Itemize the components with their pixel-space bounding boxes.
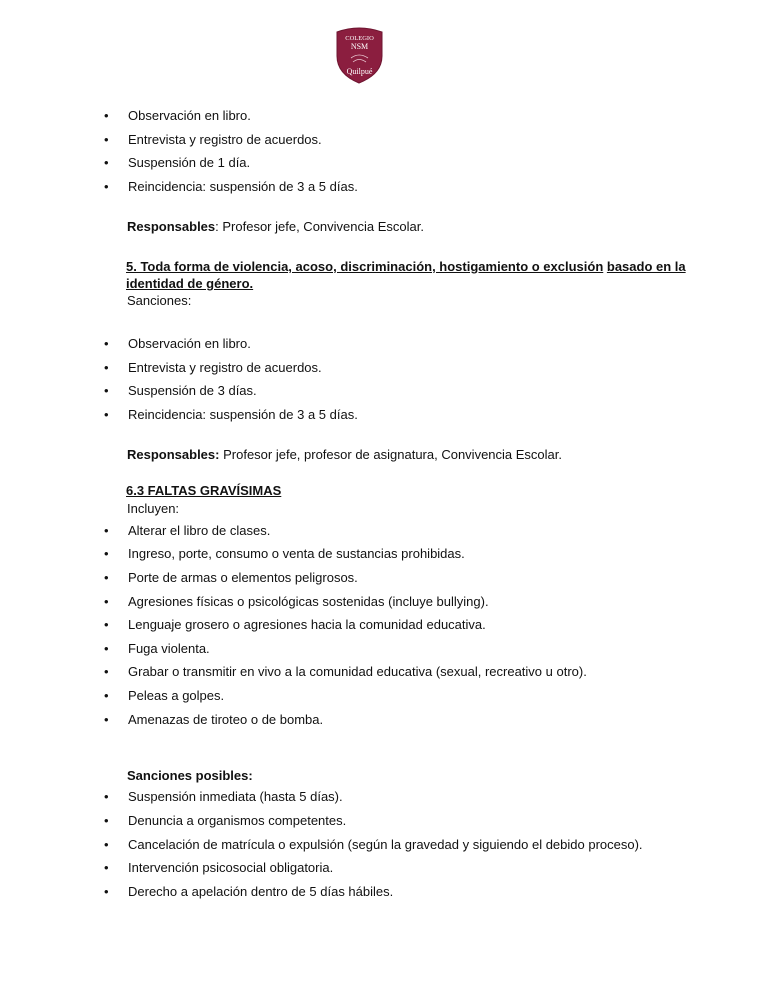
bullet-marker: • (104, 336, 109, 351)
list-item: Cancelación de matrícula o expulsión (según la gravedad y siguiendo el debido proceso). (128, 837, 643, 852)
bullet-marker: • (104, 155, 109, 170)
section-heading (126, 258, 696, 292)
section-title: 6.3 FALTAS GRAVÍSIMAS (126, 483, 282, 498)
list-item: Intervención psicosocial obligatoria. (128, 860, 334, 875)
responsables-text: : Profesor jefe, Convivencia Escolar. (215, 219, 424, 234)
school-logo (333, 26, 386, 84)
bullet-marker: • (104, 884, 109, 899)
sanciones-label: Sanciones: (127, 293, 192, 308)
bullet-marker: • (104, 641, 109, 656)
list-item: Reincidencia: suspensión de 3 a 5 días. (128, 407, 358, 422)
list-item: Agresiones físicas o psicológicas sostenidas (incluye bullying). (128, 594, 489, 609)
heading-part-2: basado en la identidad de género. (126, 259, 686, 291)
bullet-marker: • (104, 712, 109, 727)
logo-text-nsm: NSM (350, 42, 369, 51)
list-item: Observación en libro. (128, 336, 251, 351)
list-item: Entrevista y registro de acuerdos. (128, 132, 322, 147)
bullet-marker: • (104, 594, 109, 609)
list-item: Reincidencia: suspensión de 3 a 5 días. (128, 179, 358, 194)
list-item: Lenguaje grosero o agresiones hacia la comunidad educativa. (128, 617, 486, 632)
list-item: Alterar el libro de clases. (128, 523, 271, 538)
list-item: Suspensión de 3 días. (128, 383, 257, 398)
responsables-label: Responsables: (127, 447, 220, 462)
bullet-marker: • (104, 108, 109, 123)
bullet-marker: • (104, 383, 109, 398)
list-item: Porte de armas o elementos peligrosos. (128, 570, 358, 585)
logo-text-colegio: COLEGIO (345, 35, 374, 42)
heading-part-1: 5. Toda forma de violencia, acoso, discriminación, hostigamiento o exclusión (126, 259, 604, 274)
list-item: Grabar o transmitir en vivo a la comunidad educativa (sexual, recreativo u otro). (128, 664, 587, 679)
responsables-text: Profesor jefe, profesor de asignatura, Convivencia Escolar. (219, 447, 562, 462)
bullet-marker: • (104, 688, 109, 703)
bullet-marker: • (104, 860, 109, 875)
list-item: Ingreso, porte, consumo o venta de sustancias prohibidas. (128, 546, 465, 561)
bullet-marker: • (104, 132, 109, 147)
list-item: Suspensión inmediata (hasta 5 días). (128, 789, 343, 804)
bullet-marker: • (104, 664, 109, 679)
list-item: Fuga violenta. (128, 641, 210, 656)
responsables-line (127, 219, 424, 235)
bullet-marker: • (104, 546, 109, 561)
bullet-marker: • (104, 360, 109, 375)
list-item: Amenazas de tiroteo o de bomba. (128, 712, 324, 727)
bullet-marker: • (104, 789, 109, 804)
bullet-marker: • (104, 617, 109, 632)
bullet-marker: • (104, 837, 109, 852)
list-item: Denuncia a organismos competentes. (128, 813, 347, 828)
bullet-marker: • (104, 570, 109, 585)
responsables-line (127, 447, 562, 463)
incluyen-label: Incluyen: (127, 501, 180, 516)
list-item: Entrevista y registro de acuerdos. (128, 360, 322, 375)
responsables-label: Responsables (127, 219, 216, 234)
sanciones-posibles-title: Sanciones posibles: (127, 768, 253, 783)
list-item: Derecho a apelación dentro de 5 días hábiles. (128, 884, 394, 899)
bullet-marker: • (104, 813, 109, 828)
bullet-marker: • (104, 407, 109, 422)
list-item: Observación en libro. (128, 108, 251, 123)
logo-text-quilpue: Quilpué (346, 67, 373, 76)
list-item: Peleas a golpes. (128, 688, 225, 703)
bullet-marker: • (104, 179, 109, 194)
list-item: Suspensión de 1 día. (128, 155, 251, 170)
bullet-marker: • (104, 523, 109, 538)
